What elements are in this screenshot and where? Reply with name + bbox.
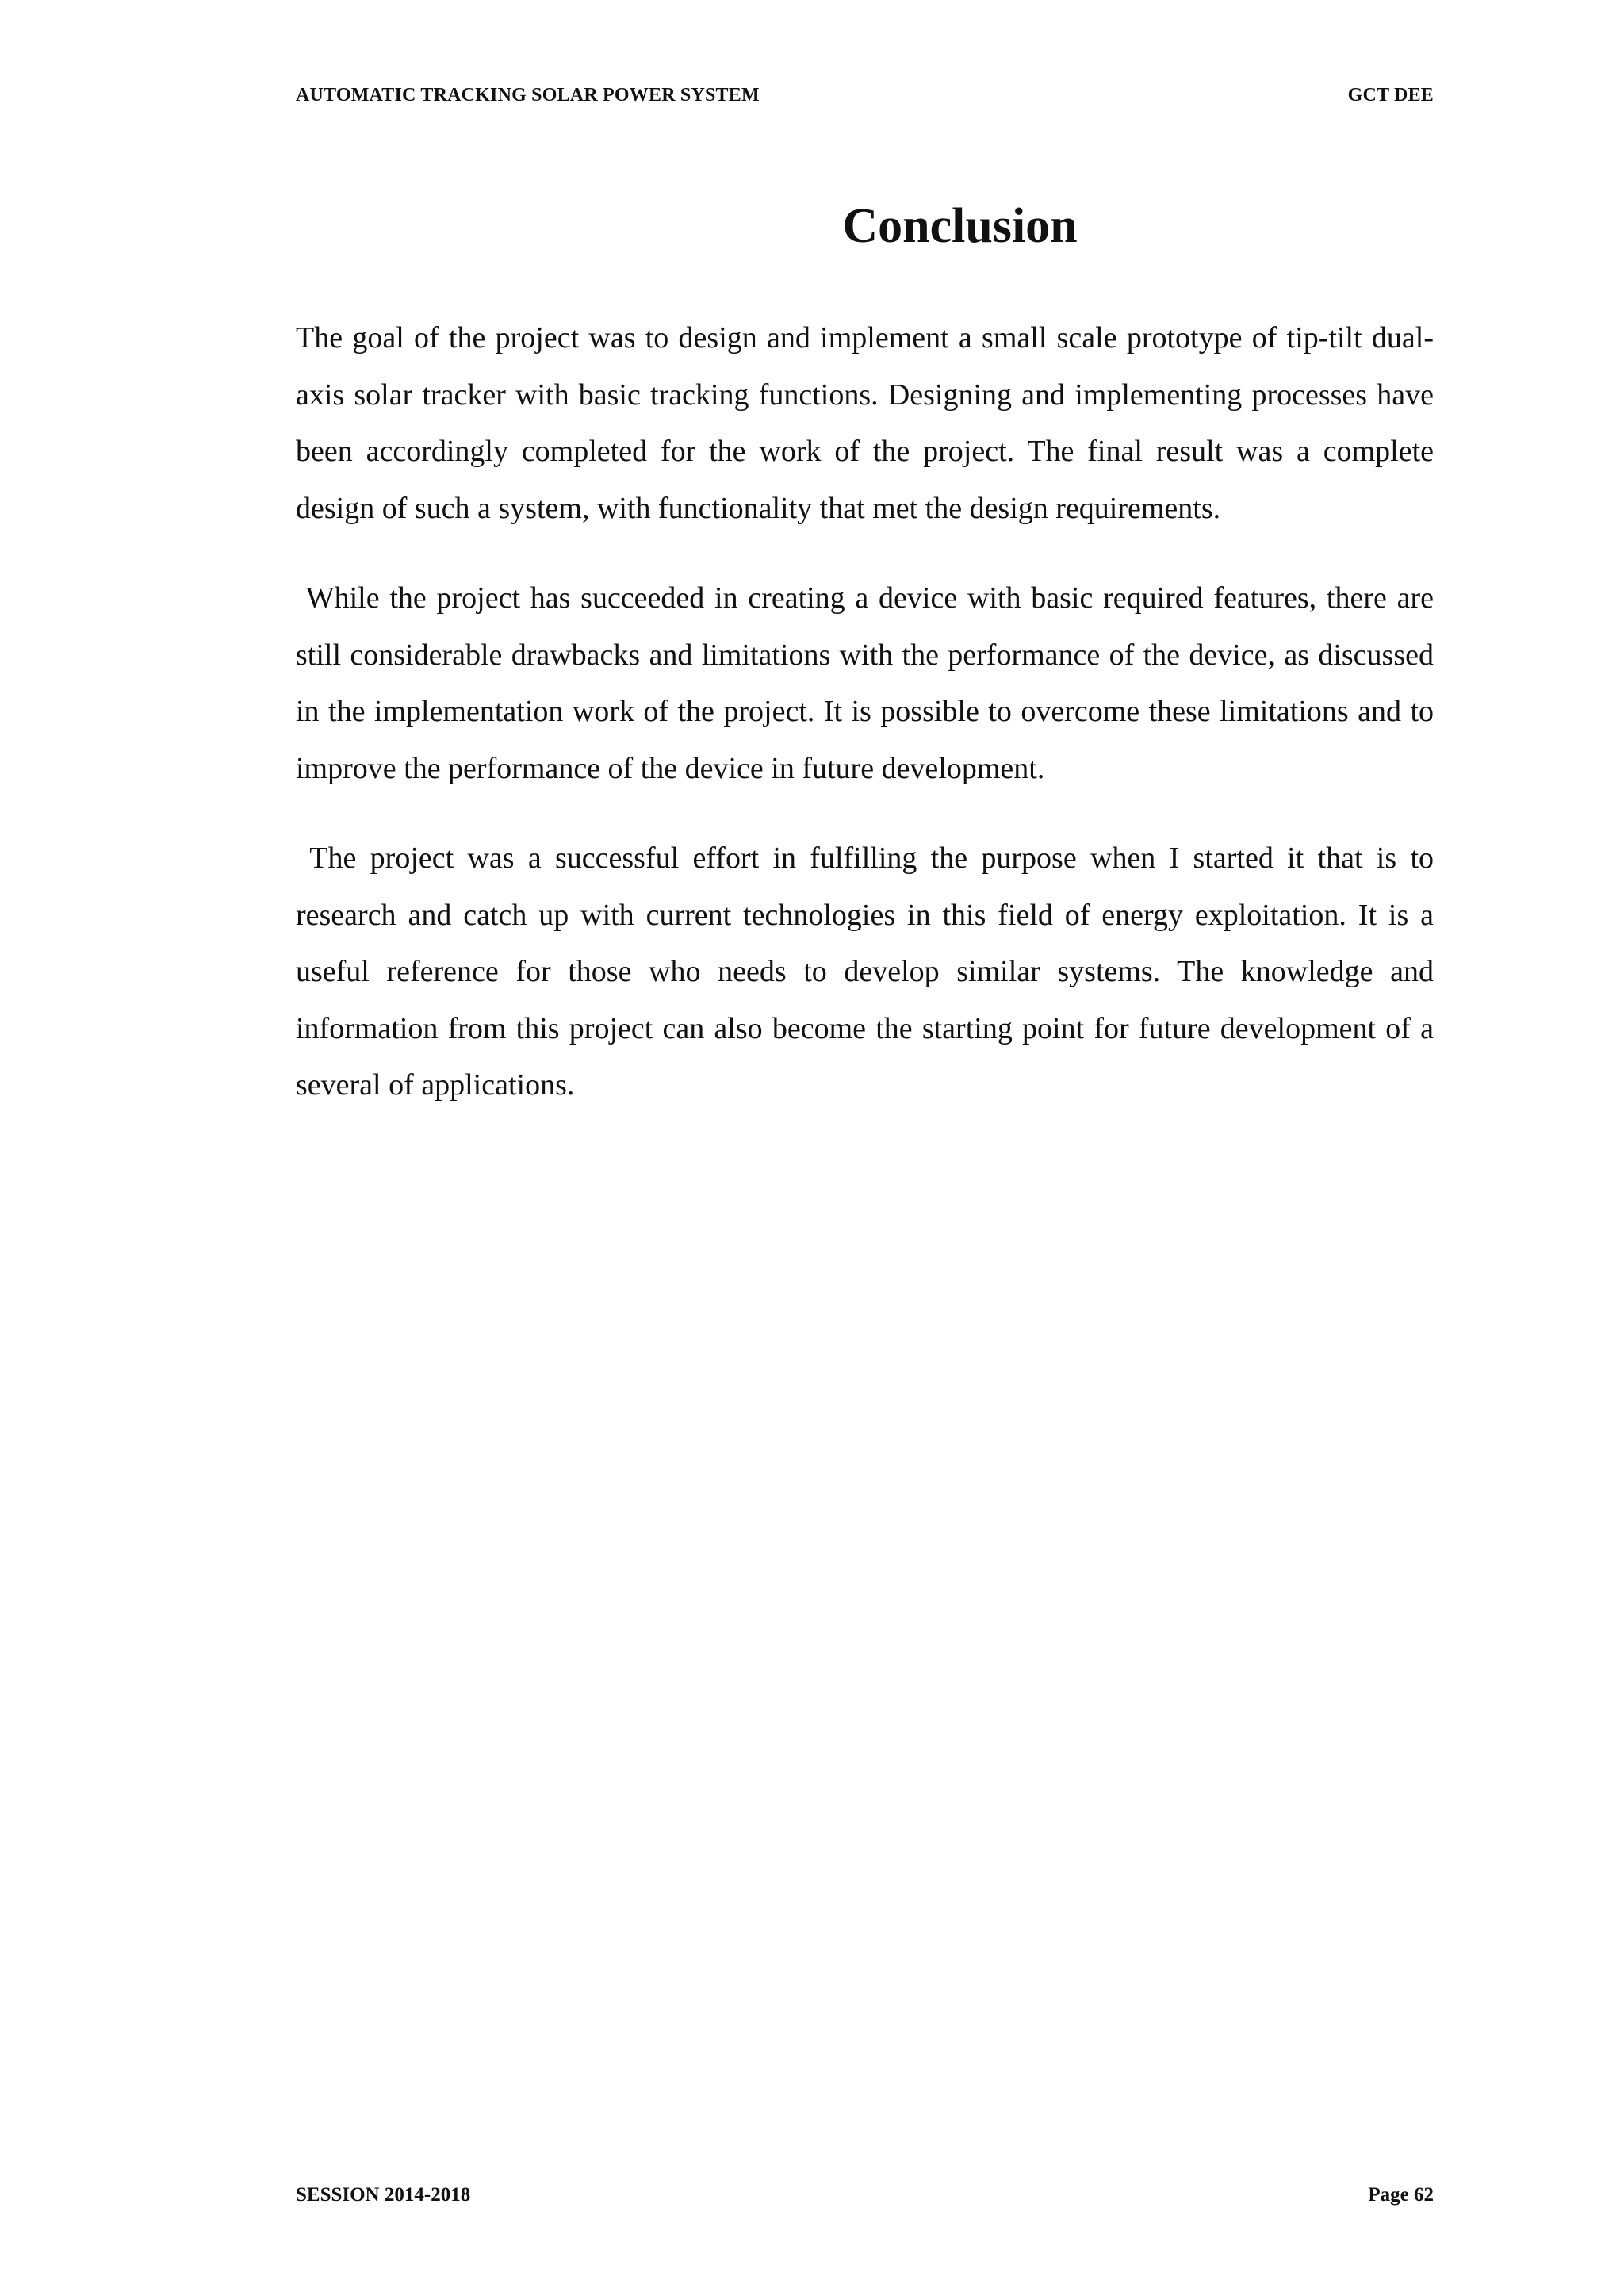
footer-session: SESSION 2014-2018 [296,2184,471,2206]
section-title: Conclusion [842,199,1078,253]
page-header [296,79,1434,111]
paragraph-1: The goal of the project was to design and implement a small scale prototype of tip-tilt dual-axis solar tracker with basic tracking functions. Designing and implementing processes have been accordingly completed for the work of the project. The final result was a complete design of such a system, with functionality that met the design requirements. [296,321,1434,525]
paragraph-2: While the project has succeeded in creating a device with basic required features, there are still considerable drawbacks and limitations with the performance of the device, as discussed in the implementation work of the project. It is possible to overcome these limitations and to improve the performance of the device in future development. [296,581,1434,785]
footer-page-number: Page 62 [1368,2184,1434,2206]
paragraph-3: The project was a successful effort in fulfilling the purpose when I started it that is to research and catch up with current technologies in this field of energy exploitation. It is a useful reference for those who needs to develop similar systems. The knowledge and information from this project can also become the starting point for future development of a several of applications. [296,841,1434,1102]
section-body [296,310,1434,1148]
page-footer [296,2179,1434,2211]
header-document-title: AUTOMATIC TRACKING SOLAR POWER SYSTEM [296,84,760,105]
header-department: GCT DEE [1347,84,1434,105]
